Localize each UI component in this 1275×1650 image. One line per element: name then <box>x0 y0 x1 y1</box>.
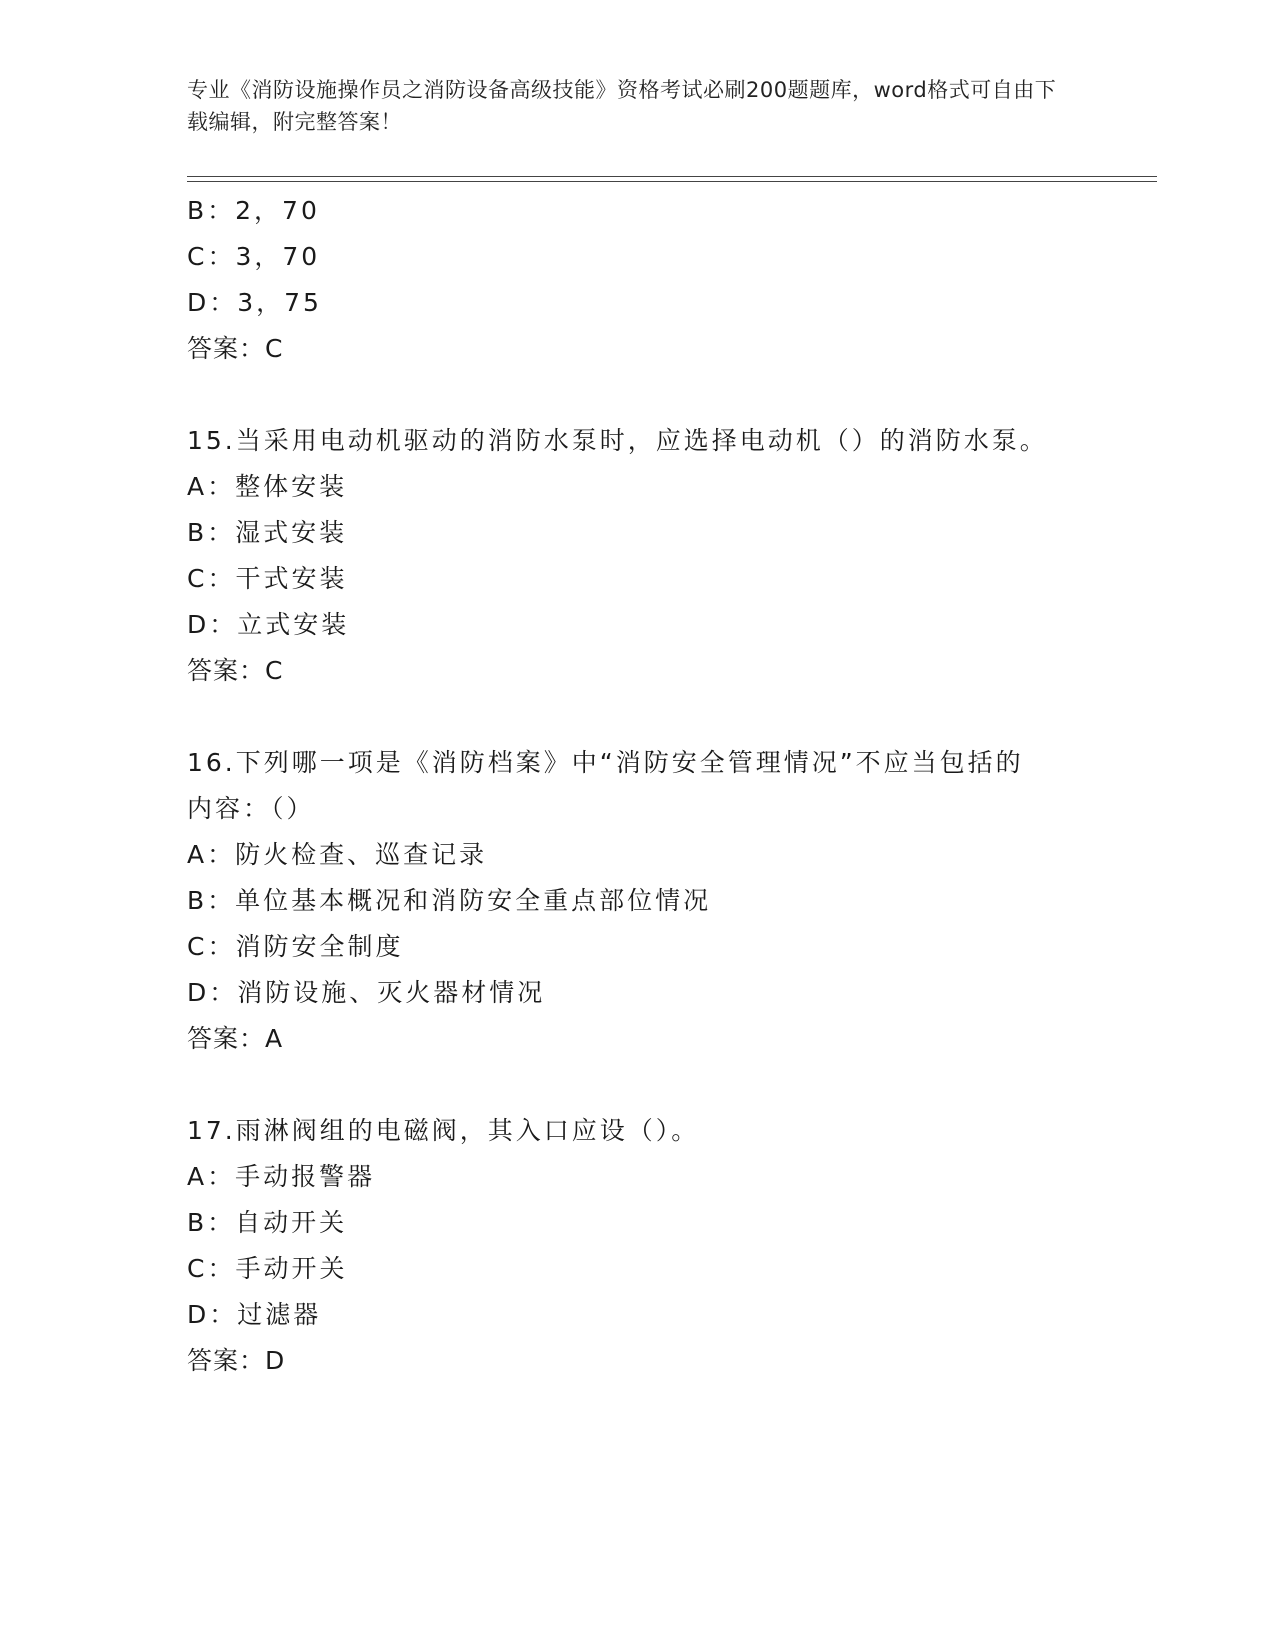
answer: 答案：C <box>187 656 284 685</box>
option-c: C：手动开关 <box>187 1254 348 1283</box>
spacer <box>187 1062 1147 1108</box>
answer: 答案：A <box>187 1024 284 1053</box>
header-divider-top <box>187 176 1157 177</box>
question-list <box>187 188 1147 1384</box>
option-a: A：防火检查、巡查记录 <box>187 840 488 869</box>
option-a: A：手动报警器 <box>187 1162 376 1191</box>
option-a: A：整体安装 <box>187 472 348 501</box>
option-b: B：2，70 <box>187 196 320 225</box>
question-16 <box>187 740 1147 1062</box>
question-15 <box>187 418 1147 694</box>
header-divider-bottom <box>187 181 1157 182</box>
option-c: C：干式安装 <box>187 564 348 593</box>
question-continued <box>187 188 1147 372</box>
answer: 答案：D <box>187 1346 286 1375</box>
question-text: 17.雨淋阀组的电磁阀，其入口应设（）。 <box>187 1116 700 1145</box>
spacer <box>187 372 1147 418</box>
page-header: 专业《消防设施操作员之消防设备高级技能》资格考试必刷200题题库，word格式可自由下载编辑，附完整答案！ <box>187 78 1057 134</box>
question-text-continued: 内容：（） <box>187 794 315 823</box>
option-b: B：单位基本概况和消防安全重点部位情况 <box>187 886 712 915</box>
spacer <box>187 694 1147 740</box>
option-d: D：过滤器 <box>187 1300 322 1329</box>
answer: 答案：C <box>187 334 284 363</box>
question-text: 15.当采用电动机驱动的消防水泵时，应选择电动机（）的消防水泵。 <box>187 426 1048 455</box>
option-c: C：3，70 <box>187 242 321 271</box>
option-c: C：消防安全制度 <box>187 932 404 961</box>
option-d: D：3，75 <box>187 288 322 317</box>
option-b: B：自动开关 <box>187 1208 348 1237</box>
option-b: B：湿式安装 <box>187 518 348 547</box>
question-17 <box>187 1108 1147 1384</box>
option-d: D：立式安装 <box>187 610 350 639</box>
question-text: 16.下列哪一项是《消防档案》中“消防安全管理情况”不应当包括的 <box>187 748 1024 777</box>
option-d: D：消防设施、灭火器材情况 <box>187 978 546 1007</box>
